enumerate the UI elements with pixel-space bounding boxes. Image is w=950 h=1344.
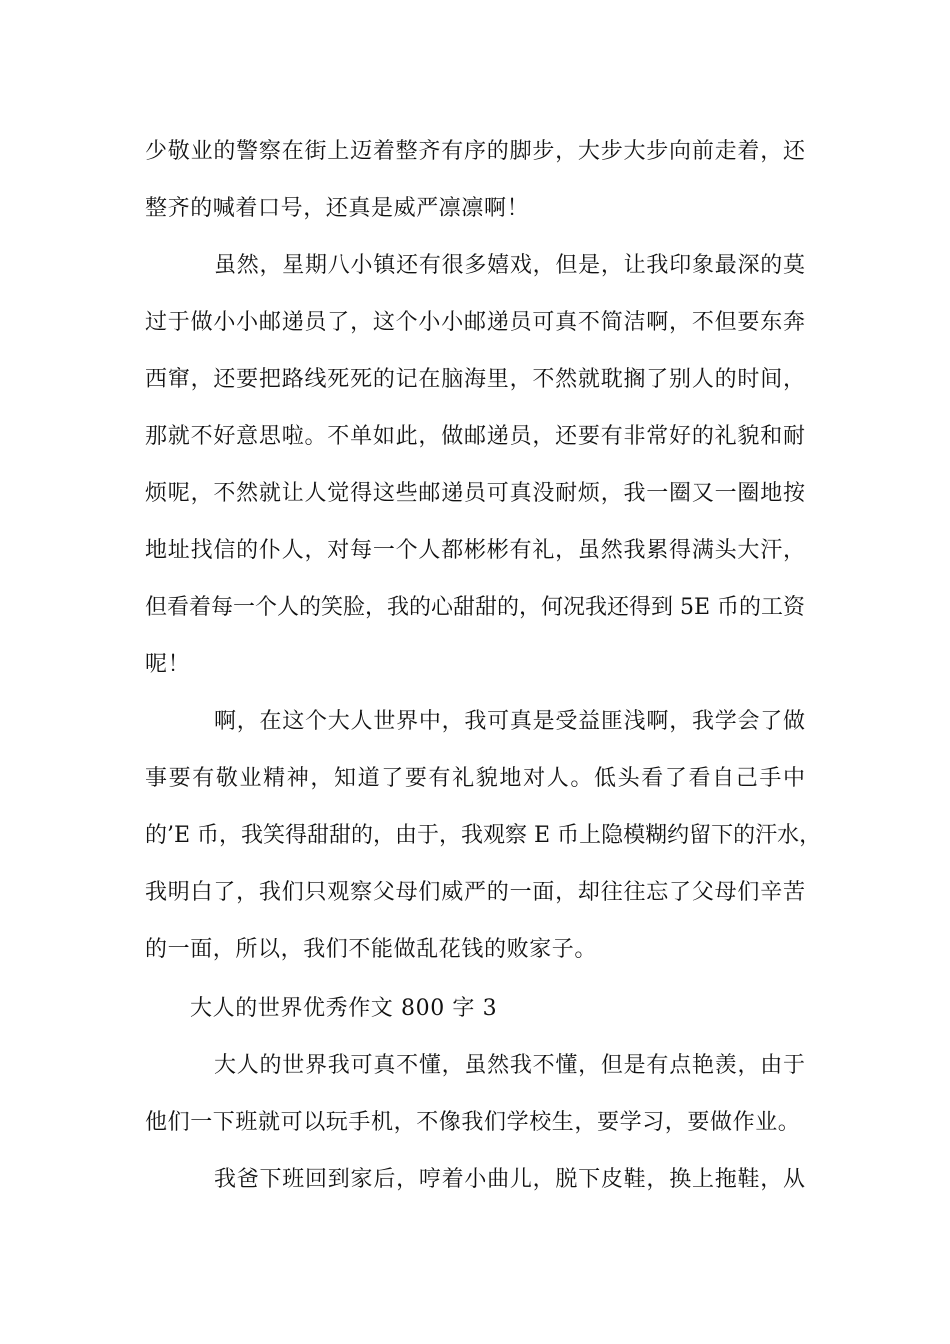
- paragraph-line: 地址找信的仆人，对每一个人都彬彬有礼，虽然我累得满头大汗，: [145, 538, 805, 563]
- paragraph-line: 少敬业的警察在街上迈着整齐有序的脚步，大步大步向前走着，还: [145, 139, 805, 164]
- paragraph-line: 事要有敬业精神，知道了要有礼貌地对人。低头看了看自己手中: [145, 766, 805, 791]
- paragraph-line: 那就不好意思啦。不单如此，做邮递员，还要有非常好的礼貌和耐: [145, 424, 805, 449]
- paragraph-line: 的’E 币，我笑得甜甜的，由于，我观察 E 币上隐模糊约留下的汗水，: [145, 823, 822, 848]
- paragraph-line: 我爸下班回到家后，哼着小曲儿，脱下皮鞋，换上拖鞋，从: [214, 1167, 805, 1192]
- paragraph-line: 大人的世界我可真不懂，虽然我不懂，但是有点艳羡，由于: [214, 1053, 805, 1078]
- paragraph-line: 啊，在这个大人世界中，我可真是受益匪浅啊，我学会了做: [214, 709, 805, 734]
- paragraph-line: 整齐的喊着口号，还真是威严凛凛啊！: [145, 196, 530, 221]
- section-heading: 大人的世界优秀作文 800 字 3: [190, 996, 498, 1021]
- paragraph-line: 西窜，还要把路线死死的记在脑海里，不然就耽搁了别人的时间，: [145, 367, 805, 392]
- paragraph-line: 烦呢，不然就让人觉得这些邮递员可真没耐烦，我一圈又一圈地按: [145, 481, 805, 506]
- paragraph-line: 我明白了，我们只观察父母们威严的一面，却往往忘了父母们辛苦: [145, 880, 805, 905]
- paragraph-line: 但看着每一个人的笑脸，我的心甜甜的，何况我还得到 5E 币的工资: [145, 595, 806, 620]
- paragraph-line: 呢！: [145, 652, 191, 677]
- paragraph-line: 他们一下班就可以玩手机，不像我们学校生，要学习，要做作业。: [145, 1110, 801, 1135]
- paragraph-line: 的一面，所以，我们不能做乱花钱的败家子。: [145, 937, 598, 962]
- paragraph-line: 过于做小小邮递员了，这个小小邮递员可真不简洁啊，不但要东奔: [145, 310, 805, 335]
- paragraph-line: 虽然，星期八小镇还有很多嬉戏，但是，让我印象最深的莫: [214, 253, 805, 278]
